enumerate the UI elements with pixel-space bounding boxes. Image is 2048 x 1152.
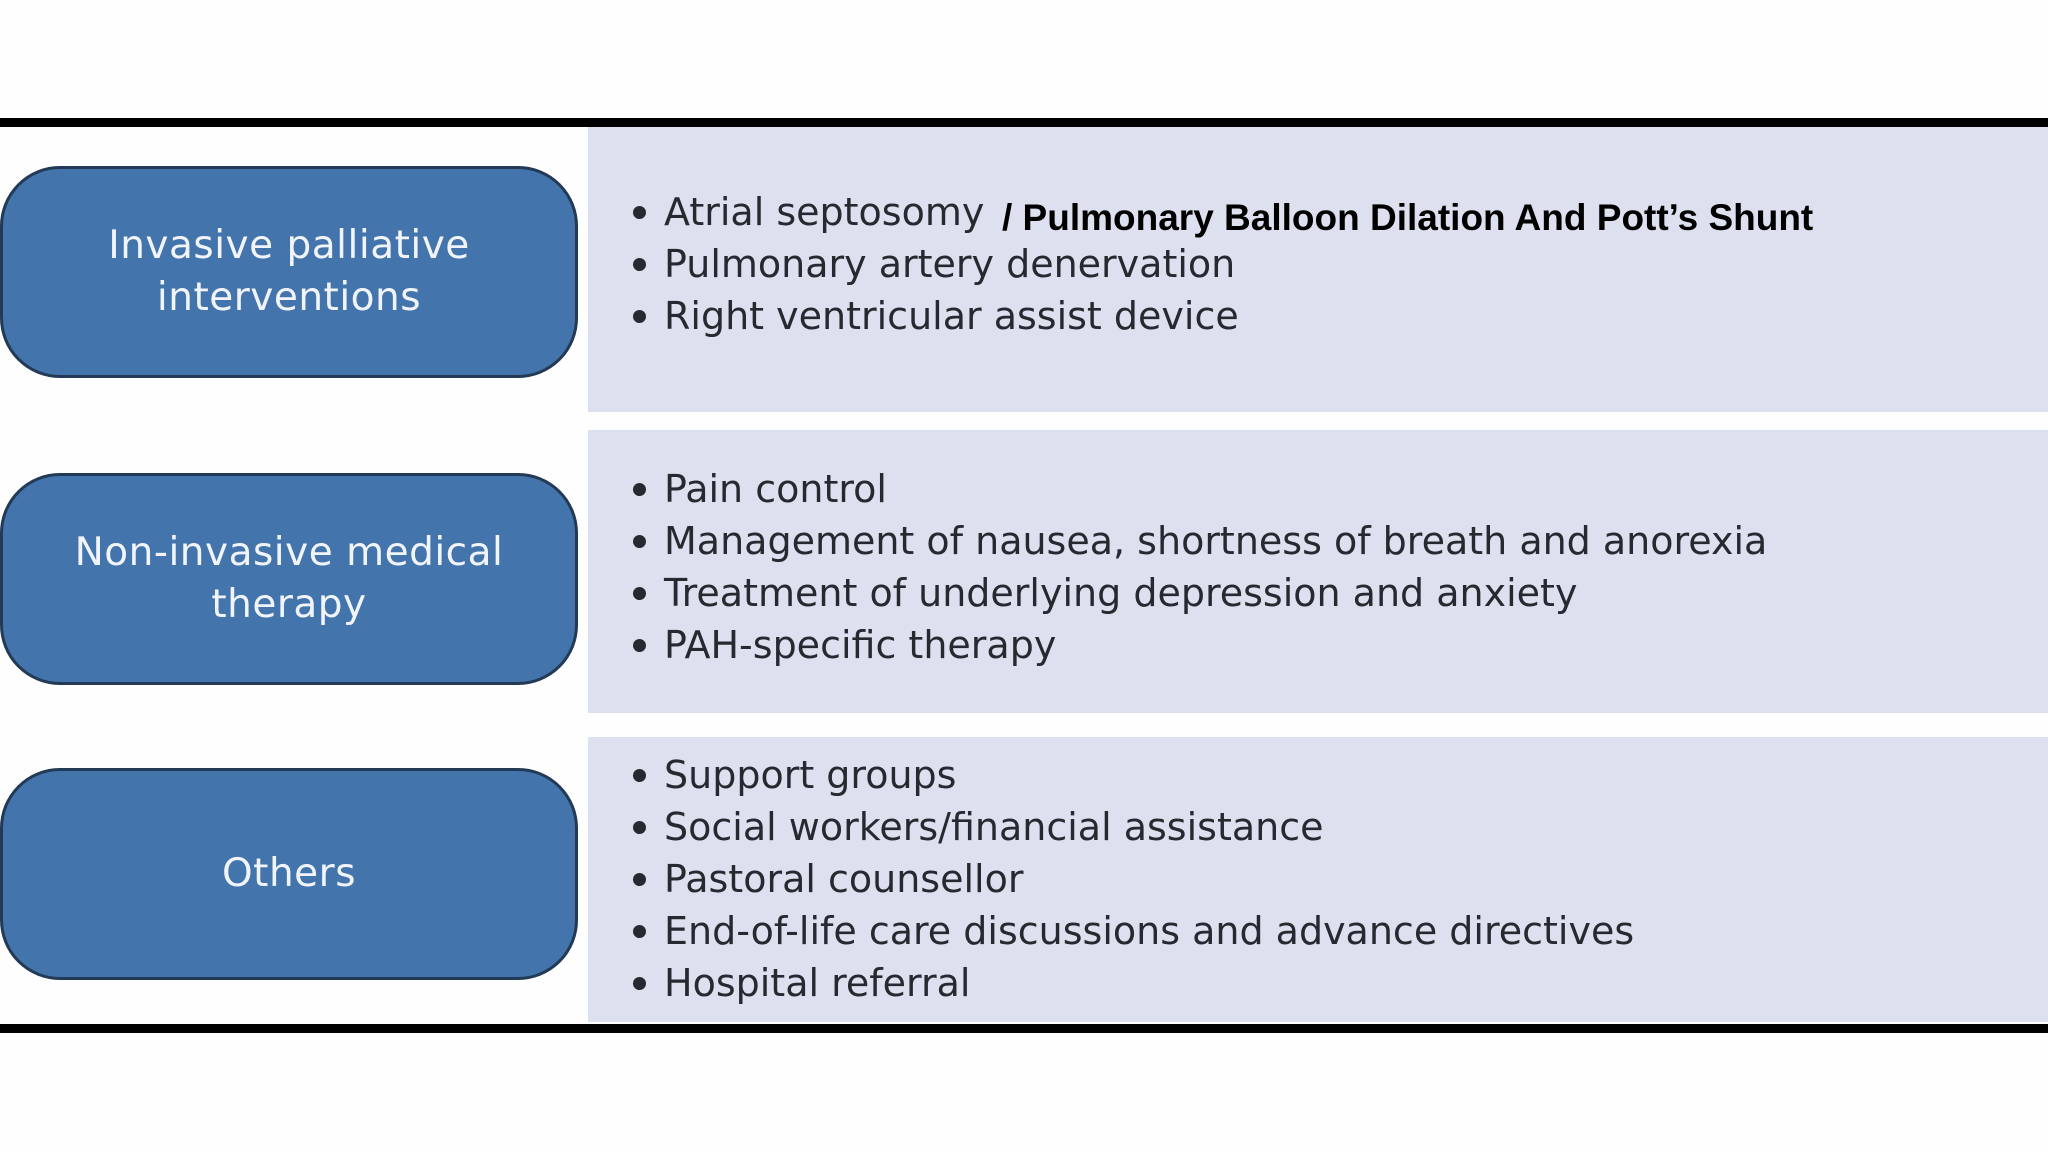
bullet-icon <box>633 587 646 600</box>
list-item: Pastoral counsellor <box>630 853 1634 905</box>
list-item: Social workers/financial assistance <box>630 801 1634 853</box>
bullet-icon <box>633 821 646 834</box>
category-label-line: Invasive palliative <box>108 223 470 268</box>
category-others <box>0 768 578 980</box>
list-item: Management of nausea, shortness of breath and anorexia <box>630 515 1767 567</box>
list-item: End-of-life care discussions and advance directives <box>630 905 1634 957</box>
annotation-text: / Pulmonary Balloon Dilation And Pott’s Shunt <box>1002 197 1814 238</box>
bottom-rule <box>0 1024 2048 1033</box>
list-item: Pulmonary artery denervation <box>630 238 1239 290</box>
list-others <box>630 749 1634 1009</box>
list-item: PAH-specific therapy <box>630 619 1767 671</box>
list-item: Support groups <box>630 749 1634 801</box>
list-item: Treatment of underlying depression and anxiety <box>630 567 1767 619</box>
list-item: Atrial septosomy <box>630 186 1239 238</box>
category-label-line: interventions <box>156 275 422 320</box>
category-invasive-palliative <box>0 166 578 378</box>
bullet-icon <box>633 483 646 496</box>
category-label-line: therapy <box>211 582 367 627</box>
bullet-icon <box>633 769 646 782</box>
category-label-line: Others <box>221 851 357 896</box>
list-item: Hospital referral <box>630 957 1634 1009</box>
category-label-line: Non-invasive medical <box>74 530 504 575</box>
bullet-icon <box>633 206 646 219</box>
list-item: Pain control <box>630 463 1767 515</box>
list-non-invasive <box>630 463 1767 671</box>
top-rule <box>0 118 2048 127</box>
bullet-icon <box>633 873 646 886</box>
category-non-invasive-medical <box>0 473 578 685</box>
bullet-icon <box>633 977 646 990</box>
bullet-icon <box>633 639 646 652</box>
bullet-icon <box>633 310 646 323</box>
list-item: Right ventricular assist device <box>630 290 1239 342</box>
bullet-icon <box>633 258 646 271</box>
bullet-icon <box>633 535 646 548</box>
bullet-icon <box>633 925 646 938</box>
